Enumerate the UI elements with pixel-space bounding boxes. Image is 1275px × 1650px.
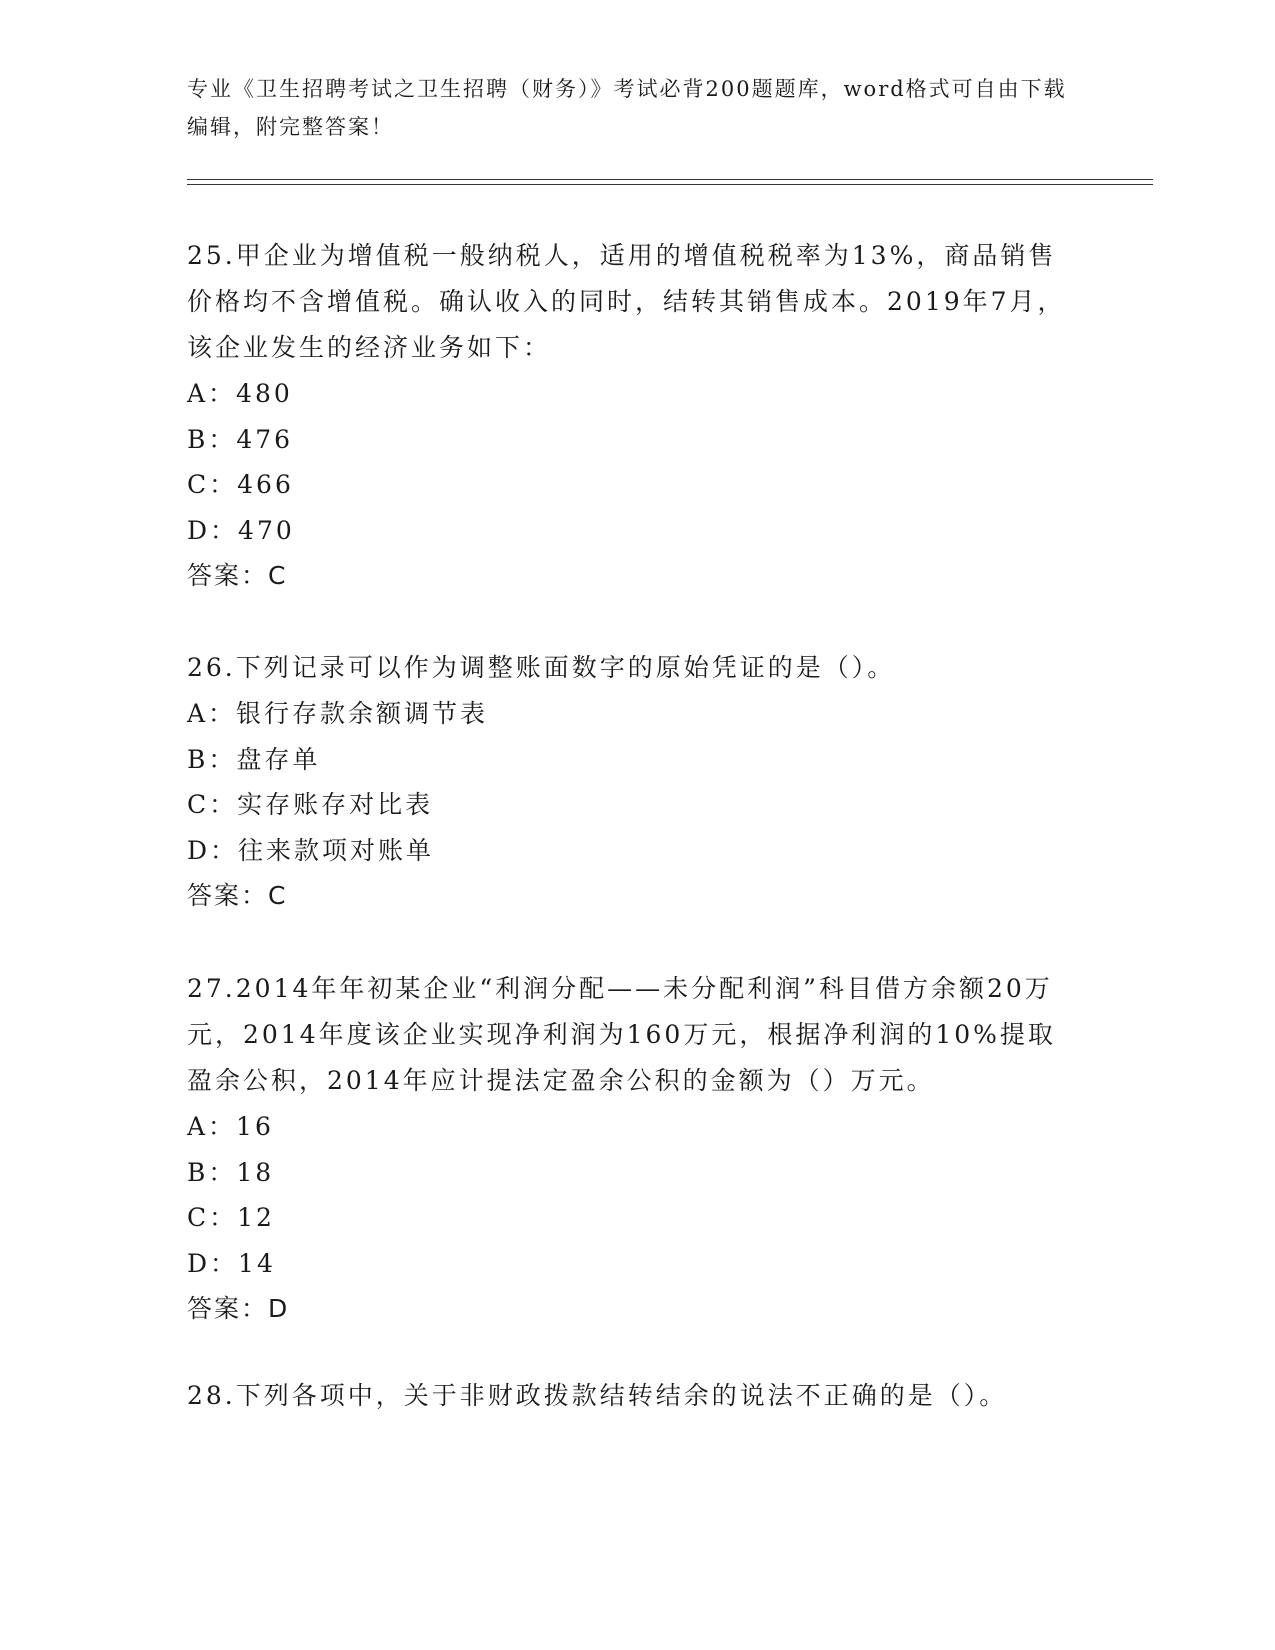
header-divider-top xyxy=(187,179,1153,180)
option-c: C：实存账存对比表 xyxy=(187,790,434,819)
option-c: C：12 xyxy=(187,1203,275,1232)
answer: 答案：C xyxy=(187,881,288,910)
question-stem: 28.下列各项中，关于非财政拨款结转结余的说法不正确的是（）。 xyxy=(187,1381,1008,1410)
header-divider-bottom xyxy=(187,184,1153,185)
option-b: B：盘存单 xyxy=(187,744,321,774)
option-a: A：16 xyxy=(187,1112,274,1141)
option-b: B：476 xyxy=(187,424,294,454)
question-stem: 25.甲企业为增值税一般纳税人，适用的增值税税率为13%，商品销售价格均不含增值税。确认收入的同时，结转其销售成本。2019年7月，该企业发生的经济业务如下： xyxy=(187,241,1066,362)
question-26 xyxy=(187,645,1067,918)
question-28 xyxy=(187,1373,1067,1419)
option-a: A：480 xyxy=(187,379,293,408)
answer: 答案：C xyxy=(187,561,288,590)
question-stem: 26.下列记录可以作为调整账面数字的原始凭证的是（）。 xyxy=(187,653,896,682)
option-d: D：470 xyxy=(187,515,295,545)
header-title: 专业《卫生招聘考试之卫生招聘（财务）》考试必背200题题库，word格式可自由下载编辑，附完整答案！ xyxy=(187,77,1067,139)
document-header xyxy=(187,70,1107,146)
option-d: D：往来款项对账单 xyxy=(187,835,435,865)
answer: 答案：D xyxy=(187,1294,290,1323)
question-25 xyxy=(187,233,1067,598)
question-27 xyxy=(187,966,1067,1331)
option-d: D：14 xyxy=(187,1248,276,1278)
option-a: A：银行存款余额调节表 xyxy=(187,699,489,728)
option-b: B：18 xyxy=(187,1157,275,1187)
option-c: C：466 xyxy=(187,470,294,499)
question-stem: 27.2014年年初某企业“利润分配——未分配利润”科目借方余额20万元，2014年度该企业实现净利润为160万元，根据净利润的10%提取盈余公积，2014年应计提法定盈余公积的金额为（）万元。 xyxy=(187,974,1056,1095)
